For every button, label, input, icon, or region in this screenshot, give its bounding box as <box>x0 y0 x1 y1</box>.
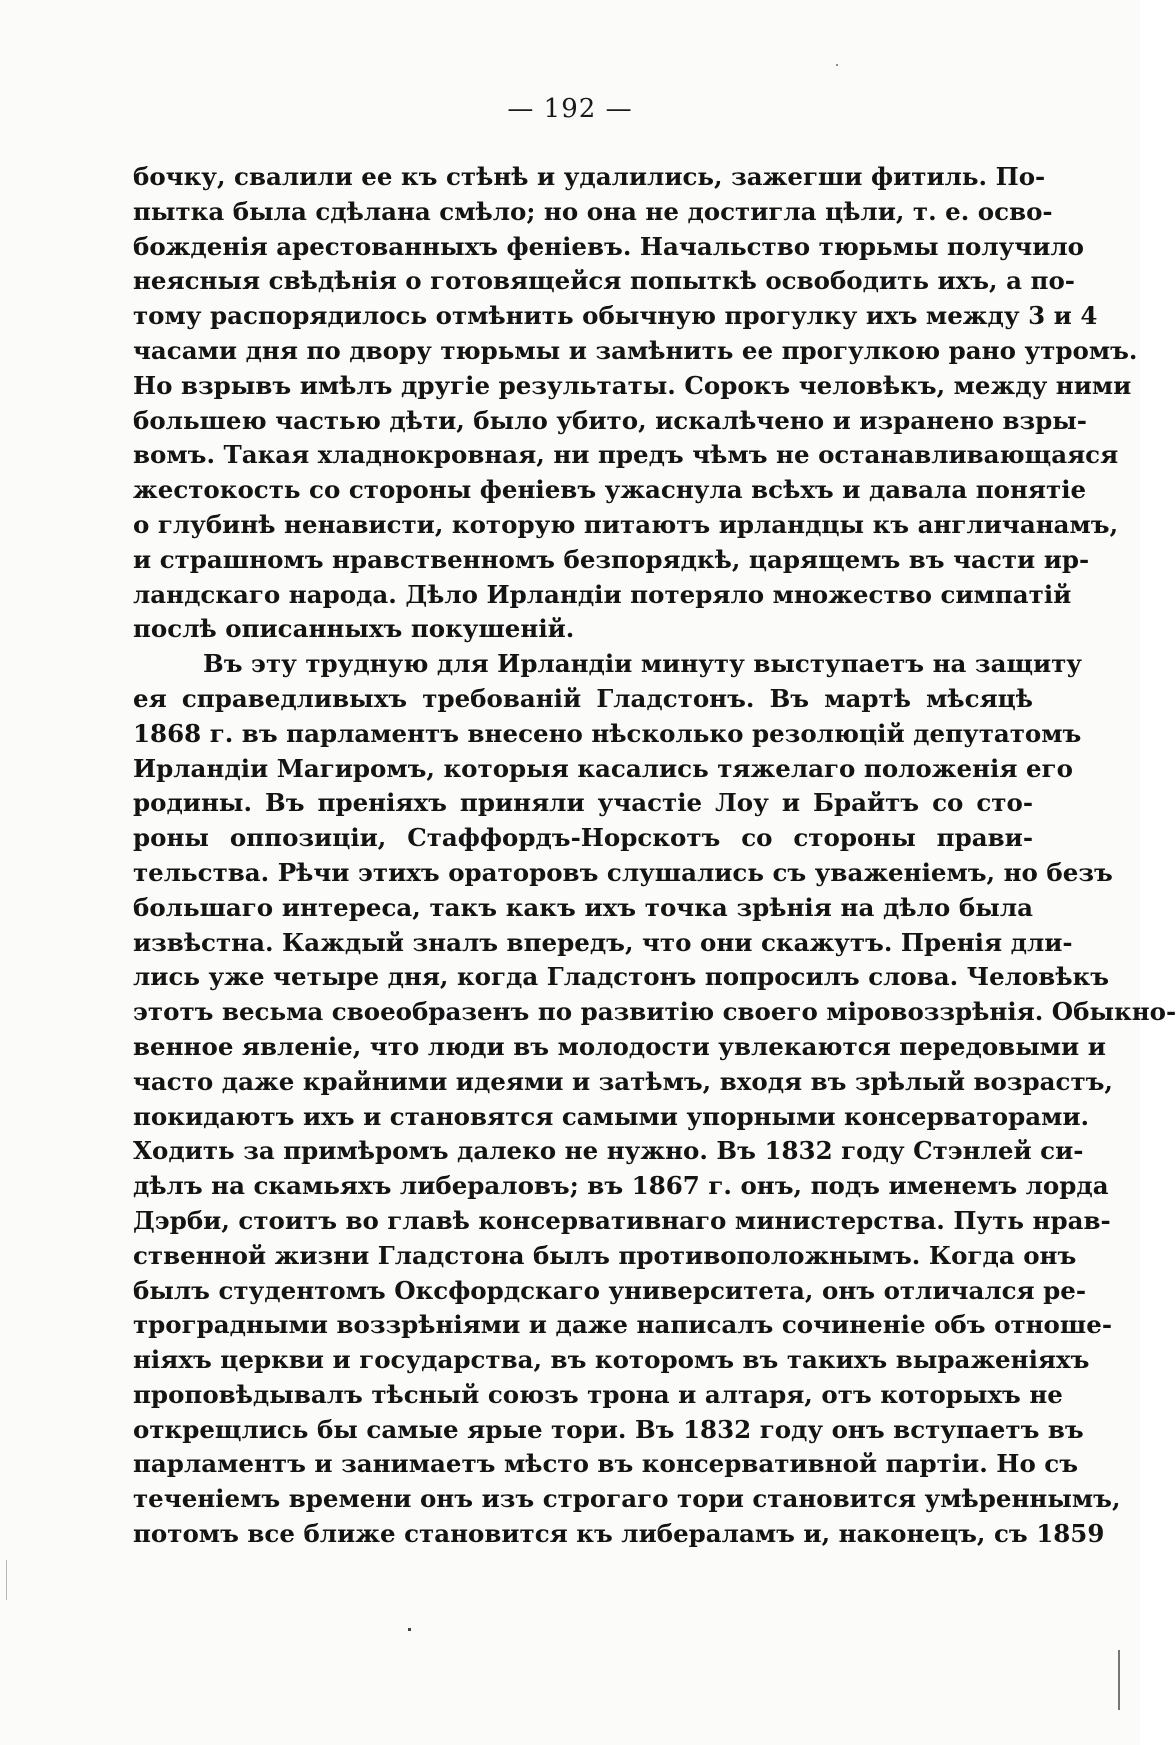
text-line: ственной жизни Гладстона былъ противоположнымъ. Когда онъ <box>133 1240 1077 1270</box>
text-line: ея справедливыхъ требованій Гладстонъ. Въ мартѣ мѣсяцѣ <box>133 683 1033 713</box>
paragraph-2 <box>133 647 1176 1552</box>
text-line: тельства. Рѣчи этихъ ораторовъ слушались съ уваженіемъ, но безъ <box>133 857 1113 887</box>
text-line: Дэрби, стоитъ во главѣ консервативнаго министерства. Путь нрав- <box>133 1205 1111 1235</box>
scan-speck <box>836 64 838 66</box>
text-line: родины. Въ преніяхъ приняли участіе Лоу и Брайтъ со сто- <box>133 788 1033 818</box>
text-line: теченіемъ времени онъ изъ строгаго тори становится умѣреннымъ, <box>133 1484 1121 1514</box>
text-line: парламентъ и занимаетъ мѣсто въ консервативной партіи. Но съ <box>133 1449 1079 1479</box>
text-line: бочку, свалили ее къ стѣнѣ и удалились, зажегши фитиль. По- <box>133 162 1046 191</box>
text-line: потомъ все ближе становится къ либераламъ и, наконецъ, съ 1859 <box>133 1519 1105 1549</box>
text-line: о глубинѣ ненависти, которую питаютъ ирландцы къ англичанамъ, <box>133 509 1119 539</box>
body-text <box>133 160 1176 1552</box>
text-line: извѣстна. Каждый зналъ впередъ, что они скажутъ. Пренія дли- <box>133 927 1073 957</box>
text-line: неясныя свѣдѣнія о готовящейся попыткѣ освободить ихъ, а по- <box>133 266 1075 296</box>
text-line: дѣлъ на скамьяхъ либераловъ; въ 1867 г. онъ, подъ именемъ лорда <box>133 1171 1109 1201</box>
text-line: божденія арестованныхъ феніевъ. Начальство тюрьмы получило <box>133 231 1084 261</box>
text-line: и страшномъ нравственномъ безпорядкѣ, царящемъ въ части ир- <box>133 544 1090 574</box>
text-line: ландскаго народа. Дѣло Ирландіи потеряло множество симпатій <box>133 579 1072 609</box>
scan-speck <box>408 1628 411 1631</box>
text-line: этотъ весьма своеобразенъ по развитію своего міровоззрѣнія. Обыкно- <box>133 997 1176 1027</box>
text-line: роны оппозиціи, Стаффордъ-Норскотъ со стороны прави- <box>133 823 1033 853</box>
text-line: ніяхъ церкви и государства, въ которомъ въ такихъ выраженіяхъ <box>133 1345 1090 1375</box>
text-line: тому распорядилось отмѣнить обычную прогулку ихъ между 3 и 4 <box>133 301 1098 331</box>
text-line: покидаютъ ихъ и становятся самыми упорными консерваторами. <box>133 1101 1090 1131</box>
scan-edge-mark <box>6 1560 7 1600</box>
text-line: большаго интереса, такъ какъ ихъ точка зрѣнія на дѣло была <box>133 892 1033 922</box>
text-line: часто даже крайними идеями и затѣмъ, входя въ зрѣлый возрастъ, <box>133 1066 1113 1096</box>
text-line: часами дня по двору тюрьмы и замѣнить ее прогулкою рано утромъ. <box>133 335 1138 365</box>
text-line: послѣ описанныхъ покушеній. <box>133 614 575 644</box>
text-line: Ирландіи Магиромъ, которыя касались тяжелаго положенія его <box>133 753 1073 783</box>
text-line: вомъ. Такая хладнокровная, ни предъ чѣмъ не останавливающаяся <box>133 440 1119 470</box>
text-line: Ходить за примѣромъ далеко не нужно. Въ 1832 году Стэнлей си- <box>133 1136 1084 1166</box>
paragraph-1 <box>133 160 1138 647</box>
scan-edge-mark <box>1118 1650 1120 1710</box>
text-line: троградными воззрѣніями и даже написалъ сочиненіе объ отноше- <box>133 1310 1112 1340</box>
text-line: большею частью дѣти, было убито, искалѣчено и изранено взры- <box>133 405 1087 435</box>
text-line: 1868 г. въ парламентъ внесено нѣсколько резолюцій депутатомъ <box>133 718 1082 748</box>
text-line: жестокость со стороны феніевъ ужаснула всѣхъ и давала понятіе <box>133 475 1087 505</box>
text-line: Въ эту трудную для Ирландіи минуту выступаетъ на защиту <box>203 649 1082 679</box>
text-line: былъ студентомъ Оксфордскаго университета, онъ отличался ре- <box>133 1275 1087 1305</box>
text-line: проповѣдывалъ тѣсный союзъ трона и алтаря, отъ которыхъ не <box>133 1379 1063 1409</box>
page-number: — 192 — <box>507 94 633 124</box>
text-line: пытка была сдѣлана смѣло; но она не достигла цѣли, т. е. осво- <box>133 196 1053 226</box>
text-line: лись уже четыре дня, когда Гладстонъ попросилъ слова. Человѣкъ <box>133 962 1110 992</box>
text-line: Но взрывъ имѣлъ другіе результаты. Сорокъ человѣкъ, между ними <box>133 370 1132 400</box>
text-line: венное явленіе, что люди въ молодости увлекаются передовыми и <box>133 1031 1106 1061</box>
text-line: открещлись бы самые ярые тори. Въ 1832 году онъ вступаетъ въ <box>133 1414 1084 1444</box>
